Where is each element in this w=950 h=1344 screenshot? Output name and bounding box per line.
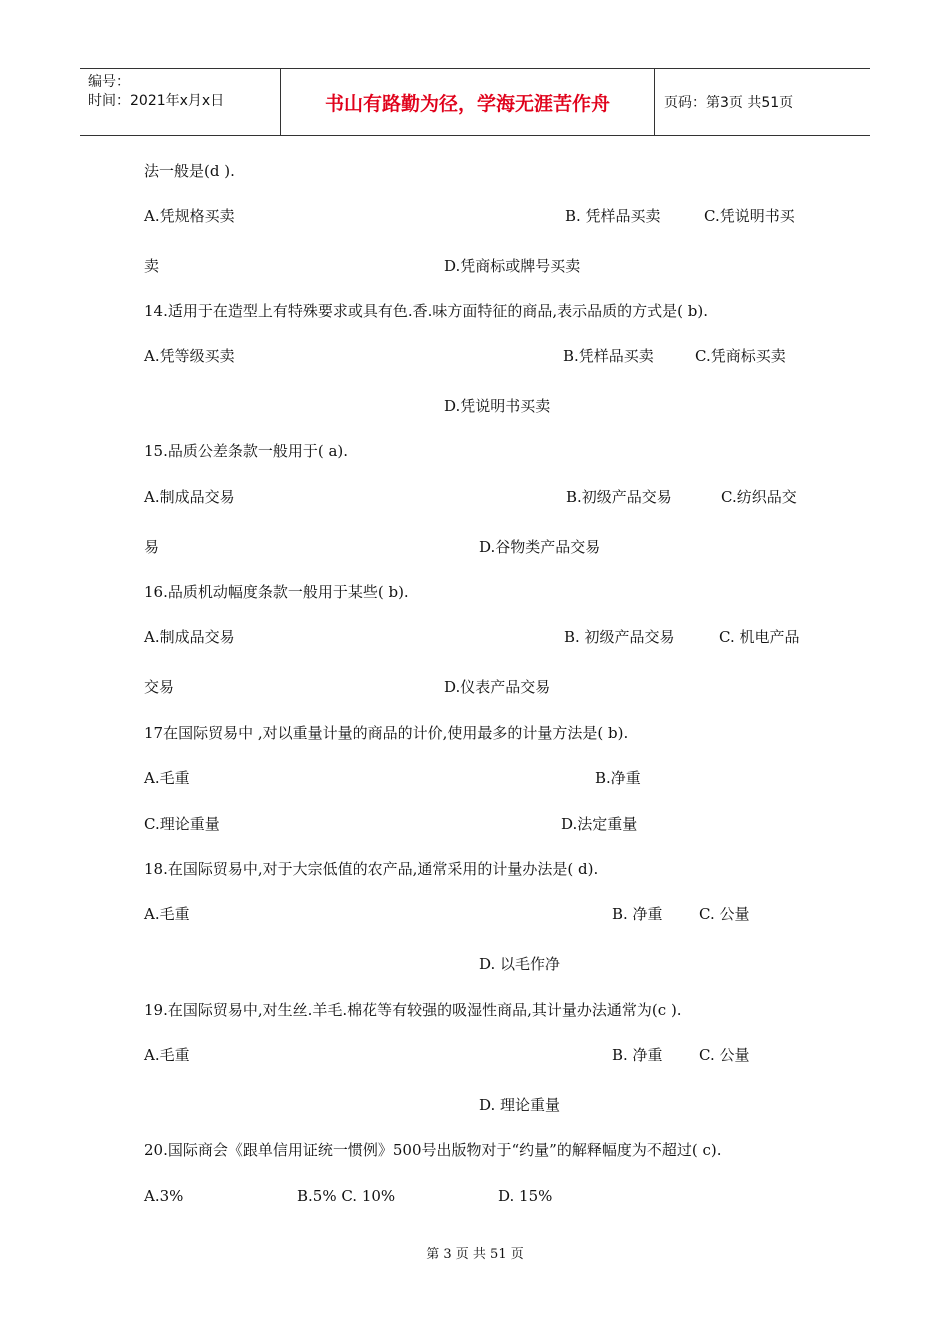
text-line: B. 净重	[612, 905, 663, 923]
text-line: A.凭等级买卖	[144, 347, 235, 365]
text-line: D. 理论重量	[479, 1096, 561, 1114]
text-line: A.毛重	[144, 905, 190, 923]
text-line: 16.品质机动幅度条款一般用于某些( b).	[144, 583, 409, 601]
text-line: B.凭样品买卖	[563, 347, 654, 365]
page-header	[80, 68, 870, 136]
text-line: C. 公量	[699, 905, 750, 923]
text-line: A.凭规格买卖	[144, 207, 235, 225]
text-line: D. 以毛作净	[479, 955, 561, 973]
text-line: A.毛重	[144, 1046, 190, 1064]
text-line: 15.品质公差条款一般用于( a).	[144, 442, 349, 460]
text-line: D.凭说明书买卖	[444, 397, 551, 415]
text-line: D.凭商标或牌号买卖	[444, 257, 581, 275]
text-line: 交易	[144, 678, 175, 696]
text-line: D.仪表产品交易	[444, 678, 551, 696]
text-line: C. 机电产品	[719, 628, 800, 646]
page-footer: 第 3 页 共 51 页	[426, 1247, 524, 1262]
text-line: 卖	[144, 257, 160, 275]
text-line: A.3%	[144, 1187, 184, 1205]
text-line: A.毛重	[144, 769, 190, 787]
text-line: A.制成品交易	[144, 488, 235, 506]
text-line: D.谷物类产品交易	[479, 538, 601, 556]
number-label: 编号：	[88, 74, 130, 90]
text-line: C.凭说明书买	[704, 207, 795, 225]
date-label: 时间：2021年x月x日	[88, 93, 225, 109]
text-line: 18.在国际贸易中,对于大宗低值的农产品,通常采用的计量办法是( d).	[144, 860, 599, 878]
text-line: B. 净重	[612, 1046, 663, 1064]
text-line: 17在国际贸易中 ,对以重量计量的商品的计价,使用最多的计量方法是( b).	[144, 724, 629, 742]
text-line: D. 15%	[498, 1187, 553, 1205]
text-line: B.净重	[595, 769, 641, 787]
text-line: B. 凭样品买卖	[565, 207, 661, 225]
text-line: B.5% C. 10%	[297, 1187, 396, 1205]
text-line: A.制成品交易	[144, 628, 235, 646]
text-line: C.纺织品交	[721, 488, 797, 506]
text-line: B.初级产品交易	[566, 488, 672, 506]
text-line: 易	[144, 538, 160, 556]
header-meta	[80, 69, 281, 135]
text-line: C. 公量	[699, 1046, 750, 1064]
text-line: B. 初级产品交易	[564, 628, 675, 646]
header-page-number: 页码：第3页 共51页	[664, 95, 794, 111]
text-line: 19.在国际贸易中,对生丝.羊毛.棉花等有较强的吸湿性商品,其计量办法通常为(c ).	[144, 1001, 682, 1019]
text-line: 法一般是(d ).	[144, 162, 235, 180]
text-line: C.凭商标买卖	[695, 347, 786, 365]
text-line: 14.适用于在造型上有特殊要求或具有色.香.味方面特征的商品,表示品质的方式是( b).	[144, 302, 709, 320]
text-line: D.法定重量	[561, 815, 638, 833]
text-line: C.理论重量	[144, 815, 220, 833]
header-motto: 书山有路勤为径，学海无涯苦作舟	[281, 69, 655, 135]
text-line: 20.国际商会《跟单信用证统一惯例》500号出版物对于“约量”的解释幅度为不超过( c).	[144, 1141, 722, 1159]
